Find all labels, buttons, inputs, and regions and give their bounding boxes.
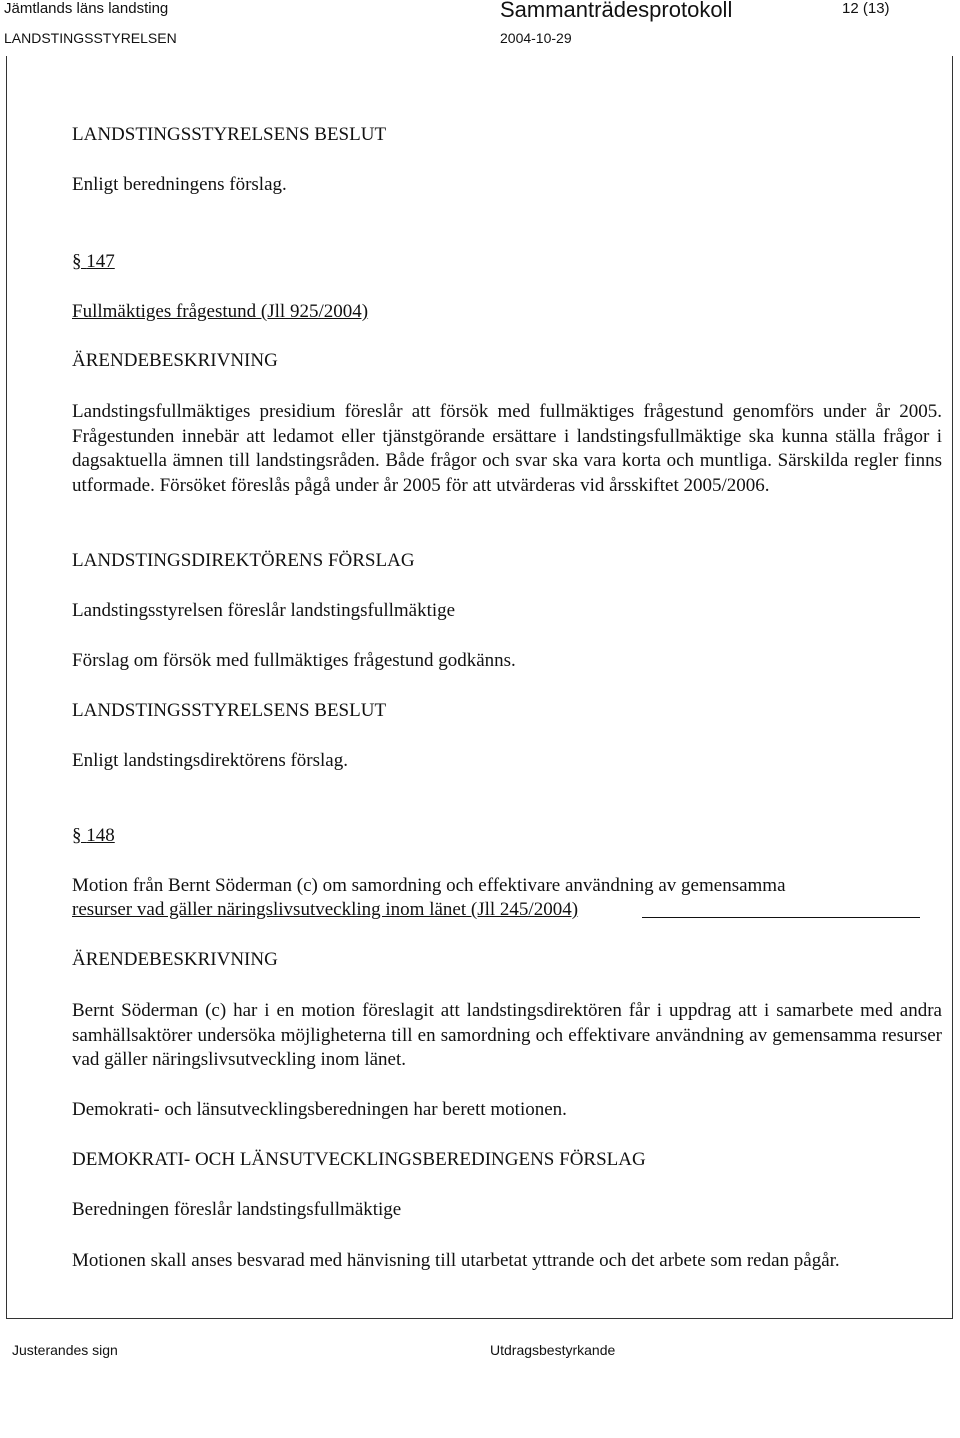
paragraph: Bernt Söderman (c) har i en motion föreslagit att landstingsdirektören får i uppdrag att i samarbete med andra samhällsaktörer undersöka möjligheterna till en samordning och effektivare användning av gemensamma resurser vad gäller näringslivsutveckling inom länet. bbox=[72, 1000, 942, 1070]
section-148-title-line2: resurser vad gäller näringslivsutveckling inom länet (Jll 245/2004) bbox=[72, 899, 579, 920]
page-border-right bbox=[952, 56, 953, 1318]
organization-name: Jämtlands läns landsting bbox=[4, 0, 169, 17]
decision-text: Enligt beredningens förslag. bbox=[72, 174, 287, 195]
signature-label: Justerandes sign bbox=[12, 1342, 118, 1358]
section-147-desc-text bbox=[72, 400, 942, 498]
section-147-proposal-intro: Landstingsstyrelsen föreslår landstingsfullmäktige bbox=[72, 600, 456, 621]
meeting-date: 2004-10-29 bbox=[500, 30, 572, 46]
paragraph: Landstingsfullmäktiges presidium föreslår att försök med fullmäktiges frågestund genomförs under år 2005. Frågestunden innebär att ledamot eller tjänstgörande ersättare i landstingsfullmäktige ska kunna ställa frågor i dagsaktuella ämnen till landstingsråden. Både frågor och svar ska vara korta och muntliga. Särskilda regler finns utformade. Försöket föreslås pågå under år 2005 för att utvärderas vid årsskiftet 2005/2006. bbox=[72, 401, 942, 496]
section-148-prepared-text: Demokrati- och länsutvecklingsberedningen har berett motionen. bbox=[72, 1099, 567, 1120]
section-147-title: Fullmäktiges frågestund (Jll 925/2004) bbox=[72, 301, 369, 322]
section-number: 147 bbox=[86, 251, 115, 272]
section-148-title-line1: Motion från Bernt Söderman (c) om samordning och effektivare användning av gemensamma bbox=[72, 875, 786, 896]
title-underline bbox=[642, 917, 920, 918]
decision-heading: LANDSTINGSSTYRELSENS BESLUT bbox=[72, 124, 387, 145]
section-number: 148 bbox=[86, 825, 115, 846]
section-147-number: § 147 bbox=[72, 251, 115, 272]
section-147-proposal-text: Förslag om försök med fullmäktiges frågestund godkänns. bbox=[72, 650, 516, 671]
document-type: Sammanträdesprotokoll bbox=[500, 0, 733, 22]
section-148-proposal-text bbox=[72, 1249, 942, 1274]
section-148-proposal-intro: Beredningen föreslår landstingsfullmäktige bbox=[72, 1199, 402, 1220]
page-number: 12 (13) bbox=[842, 0, 890, 17]
section-148-proposal-heading: DEMOKRATI- OCH LÄNSUTVECKLINGSBEREDINGENS FÖRSLAG bbox=[72, 1149, 646, 1170]
section-147-decision-text: Enligt landstingsdirektörens förslag. bbox=[72, 750, 348, 771]
section-148-number: § 148 bbox=[72, 825, 115, 846]
extract-certification-label: Utdragsbestyrkande bbox=[490, 1342, 616, 1358]
section-148-desc-text bbox=[72, 999, 942, 1073]
section-147-desc-heading: ÄRENDEBESKRIVNING bbox=[72, 350, 278, 371]
section-148-desc-heading: ÄRENDEBESKRIVNING bbox=[72, 949, 278, 970]
footer-divider bbox=[6, 1318, 953, 1319]
paragraph: Motionen skall anses besvarad med hänvisning till utarbetat yttrande och det arbete som redan pågår. bbox=[72, 1250, 840, 1271]
page-border-left bbox=[6, 56, 7, 1318]
department-name: LANDSTINGSSTYRELSEN bbox=[4, 30, 177, 46]
section-147-proposal-heading: LANDSTINGSDIREKTÖRENS FÖRSLAG bbox=[72, 550, 415, 571]
section-147-decision-heading: LANDSTINGSSTYRELSENS BESLUT bbox=[72, 700, 387, 721]
